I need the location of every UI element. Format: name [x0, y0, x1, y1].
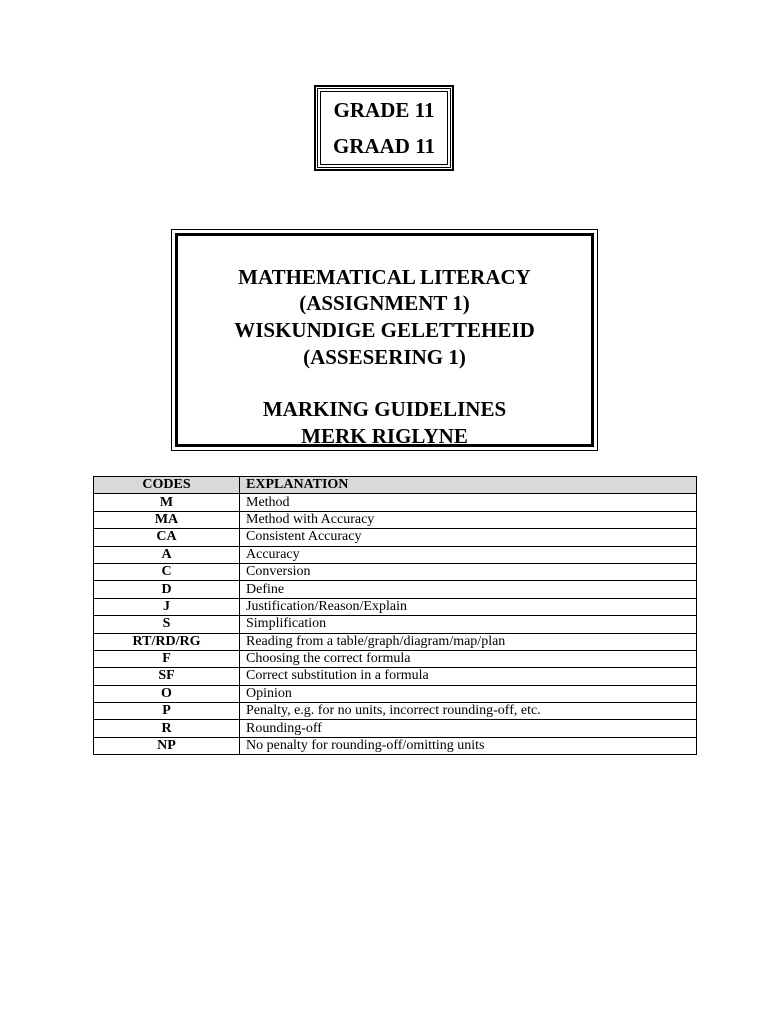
explanation-cell: Justification/Reason/Explain — [240, 598, 697, 615]
code-cell: R — [94, 720, 240, 737]
table-header-row — [94, 477, 697, 494]
explanation-cell: Consistent Accuracy — [240, 529, 697, 546]
code-cell: SF — [94, 668, 240, 685]
table-row — [94, 546, 697, 563]
marking-guidelines-english: MARKING GUIDELINES — [262, 397, 507, 421]
explanation-cell: Accuracy — [240, 546, 697, 563]
code-cell: D — [94, 581, 240, 598]
explanation-cell: Choosing the correct formula — [240, 650, 697, 667]
explanation-cell: Conversion — [240, 563, 697, 580]
explanation-cell: Opinion — [240, 685, 697, 702]
marking-guidelines-afrikaans: MERK RIGLYNE — [301, 424, 468, 448]
code-cell: O — [94, 685, 240, 702]
table-row — [94, 720, 697, 737]
grade-box — [315, 86, 453, 170]
codes-table-body — [94, 494, 697, 755]
codes-column-header: CODES — [94, 477, 240, 494]
explanation-column-header: EXPLANATION — [240, 477, 697, 494]
explanation-cell: Rounding-off — [240, 720, 697, 737]
explanation-cell: Reading from a table/graph/diagram/map/plan — [240, 633, 697, 650]
assignment-title-english: (ASSIGNMENT 1) — [299, 291, 470, 315]
table-row — [94, 650, 697, 667]
table-row — [94, 737, 697, 754]
subject-title-english: MATHEMATICAL LITERACY — [238, 265, 531, 289]
table-row — [94, 598, 697, 615]
table-row — [94, 563, 697, 580]
grade-label-afrikaans: GRAAD 11 — [332, 134, 436, 158]
code-cell: RT/RD/RG — [94, 633, 240, 650]
grade-box-inner-border — [320, 91, 448, 165]
codes-table — [93, 476, 697, 755]
code-cell: A — [94, 546, 240, 563]
table-row — [94, 616, 697, 633]
table-row — [94, 511, 697, 528]
table-row — [94, 529, 697, 546]
explanation-cell: Penalty, e.g. for no units, incorrect rounding-off, etc. — [240, 703, 697, 720]
explanation-cell: Define — [240, 581, 697, 598]
code-cell: M — [94, 494, 240, 511]
code-cell: J — [94, 598, 240, 615]
title-box-inner-border — [175, 233, 594, 447]
explanation-cell: No penalty for rounding-off/omitting units — [240, 737, 697, 754]
code-cell: MA — [94, 511, 240, 528]
code-cell: C — [94, 563, 240, 580]
table-row — [94, 633, 697, 650]
explanation-cell: Method — [240, 494, 697, 511]
table-row — [94, 494, 697, 511]
code-cell: P — [94, 703, 240, 720]
table-row — [94, 668, 697, 685]
explanation-cell: Method with Accuracy — [240, 511, 697, 528]
code-cell: CA — [94, 529, 240, 546]
title-box — [171, 229, 598, 451]
code-cell: NP — [94, 737, 240, 754]
table-row — [94, 581, 697, 598]
table-row — [94, 703, 697, 720]
code-cell: S — [94, 616, 240, 633]
subject-title-afrikaans: WISKUNDIGE GELETTEHEID — [234, 318, 535, 342]
code-cell: F — [94, 650, 240, 667]
grade-label-english: GRADE 11 — [333, 98, 435, 122]
explanation-cell: Correct substitution in a formula — [240, 668, 697, 685]
explanation-cell: Simplification — [240, 616, 697, 633]
assignment-title-afrikaans: (ASSESERING 1) — [303, 345, 466, 369]
table-row — [94, 685, 697, 702]
